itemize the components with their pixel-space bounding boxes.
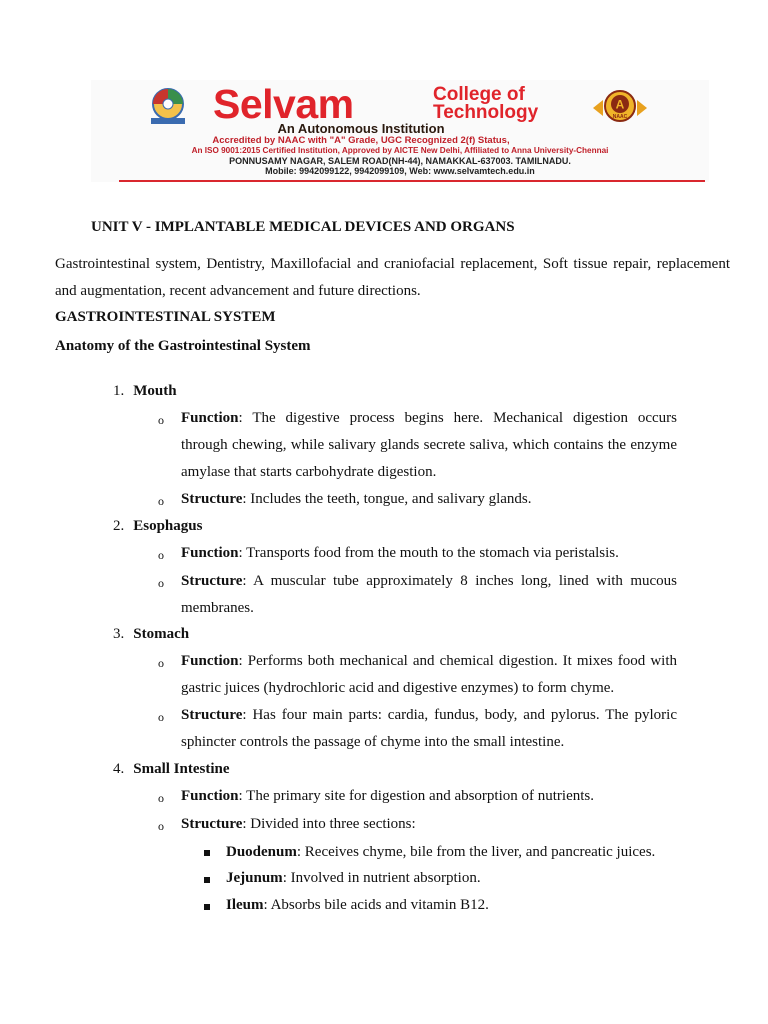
structure-text: : Includes the teeth, tongue, and salivary glands. (242, 491, 532, 507)
function-label: Function (181, 545, 239, 561)
square-bullet-icon (204, 904, 210, 910)
structure-text: : Divided into three sections: (242, 816, 416, 832)
section-text: : Involved in nutrient absorption. (282, 870, 481, 886)
item-number: 1. (113, 383, 125, 399)
list-item-mouth (113, 383, 177, 400)
brand-name: Selvam (213, 81, 354, 127)
bullet-icon: o (158, 656, 164, 670)
naac-badge-text: NAAC (612, 114, 628, 120)
function-label: Function (181, 788, 239, 804)
structure-label: Structure (181, 573, 243, 589)
unit-title: UNIT V - IMPLANTABLE MEDICAL DEVICES AND ORGANS (91, 219, 515, 235)
address-line: PONNUSAMY NAGAR, SALEM ROAD(NH-44), NAMAKKAL-637003. TAMILNADU. (229, 156, 571, 166)
header-divider (119, 180, 705, 182)
function-text: : Transports food from the mouth to the stomach via peristalsis. (238, 545, 619, 561)
structure-text: : A muscular tube approximately 8 inches long, lined with mucous membranes. (181, 573, 677, 616)
stomach-function (181, 648, 677, 702)
brand-suffix-line1: College of (433, 84, 525, 105)
section-text: : Receives chyme, bile from the liver, and pancreatic juices. (296, 844, 656, 860)
mouth-structure (181, 486, 677, 513)
naac-badge-icon (589, 88, 651, 128)
bullet-icon: o (158, 576, 164, 590)
brand-suffix-line2: Technology (433, 102, 539, 123)
bullet-icon: o (158, 413, 164, 427)
item-number: 3. (113, 626, 125, 642)
letterhead (91, 80, 709, 182)
function-label: Function (181, 410, 239, 426)
small-intestine-structure (181, 811, 677, 838)
intro-paragraph: Gastrointestinal system, Dentistry, Maxillofacial and craniofacial replacement, Soft tissue repair, replacement and augmentation, recent advancement and future directions. (55, 256, 730, 299)
item-number: 4. (113, 761, 125, 777)
mouth-function (181, 405, 677, 486)
section-name: Jejunum (226, 870, 283, 886)
structure-label: Structure (181, 491, 243, 507)
bullet-icon: o (158, 548, 164, 562)
esophagus-function (181, 540, 677, 567)
brand-suffix (433, 86, 538, 122)
subsection-title: Anatomy of the Gastrointestinal System (55, 338, 311, 354)
stomach-structure (181, 702, 677, 756)
section-jejunum (226, 870, 481, 887)
section-title: GASTROINTESTINAL SYSTEM (55, 309, 276, 325)
square-bullet-icon (204, 850, 210, 856)
structure-label: Structure (181, 816, 243, 832)
esophagus-structure (181, 568, 677, 622)
list-item-stomach (113, 626, 189, 643)
list-item-esophagus (113, 518, 202, 535)
function-text: : Performs both mechanical and chemical digestion. It mixes food with gastric juices (hydrochloric acid and digestive enzymes) to form chyme. (181, 653, 677, 696)
function-text: : The digestive process begins here. Mechanical digestion occurs through chewing, while salivary glands secrete saliva, which contains the enzyme amylase that starts carbohydrate digestion. (181, 410, 677, 480)
section-ileum (226, 897, 489, 914)
iso-line: An ISO 9001:2015 Certified Institution, Approved by AICTE New Delhi, Affiliated to Anna University-Chennai (191, 146, 609, 155)
section-name: Ileum (226, 897, 264, 913)
item-name: Mouth (133, 383, 177, 399)
bullet-icon: o (158, 791, 164, 805)
structure-text: : Has four main parts: cardia, fundus, body, and pylorus. The pyloric sphincter controls the passage of chyme into the small intestine. (181, 707, 677, 750)
section-name: Duodenum (226, 844, 297, 860)
bullet-icon: o (158, 819, 164, 833)
autonomous-line: An Autonomous Institution (277, 121, 445, 136)
function-text: : The primary site for digestion and absorption of nutrients. (238, 788, 595, 804)
square-bullet-icon (204, 877, 210, 883)
contact-line: Mobile: 9942099122, 9942099109, Web: www.selvamtech.edu.in (265, 166, 535, 176)
small-intestine-function (181, 783, 677, 810)
accreditation-line: Accredited by NAAC with "A" Grade, UGC Recognized 2(f) Status, (212, 135, 510, 146)
college-emblem-icon (143, 86, 193, 126)
item-name: Small Intestine (133, 761, 230, 777)
section-duodenum (226, 844, 655, 861)
function-label: Function (181, 653, 239, 669)
bullet-icon: o (158, 710, 164, 724)
item-name: Esophagus (133, 518, 203, 534)
section-text: : Absorbs bile acids and vitamin B12. (263, 897, 489, 913)
item-name: Stomach (133, 626, 190, 642)
naac-badge-letter: A (615, 97, 625, 112)
item-number: 2. (113, 518, 125, 534)
structure-label: Structure (181, 707, 243, 723)
list-item-small-intestine (113, 761, 230, 778)
bullet-icon: o (158, 494, 164, 508)
